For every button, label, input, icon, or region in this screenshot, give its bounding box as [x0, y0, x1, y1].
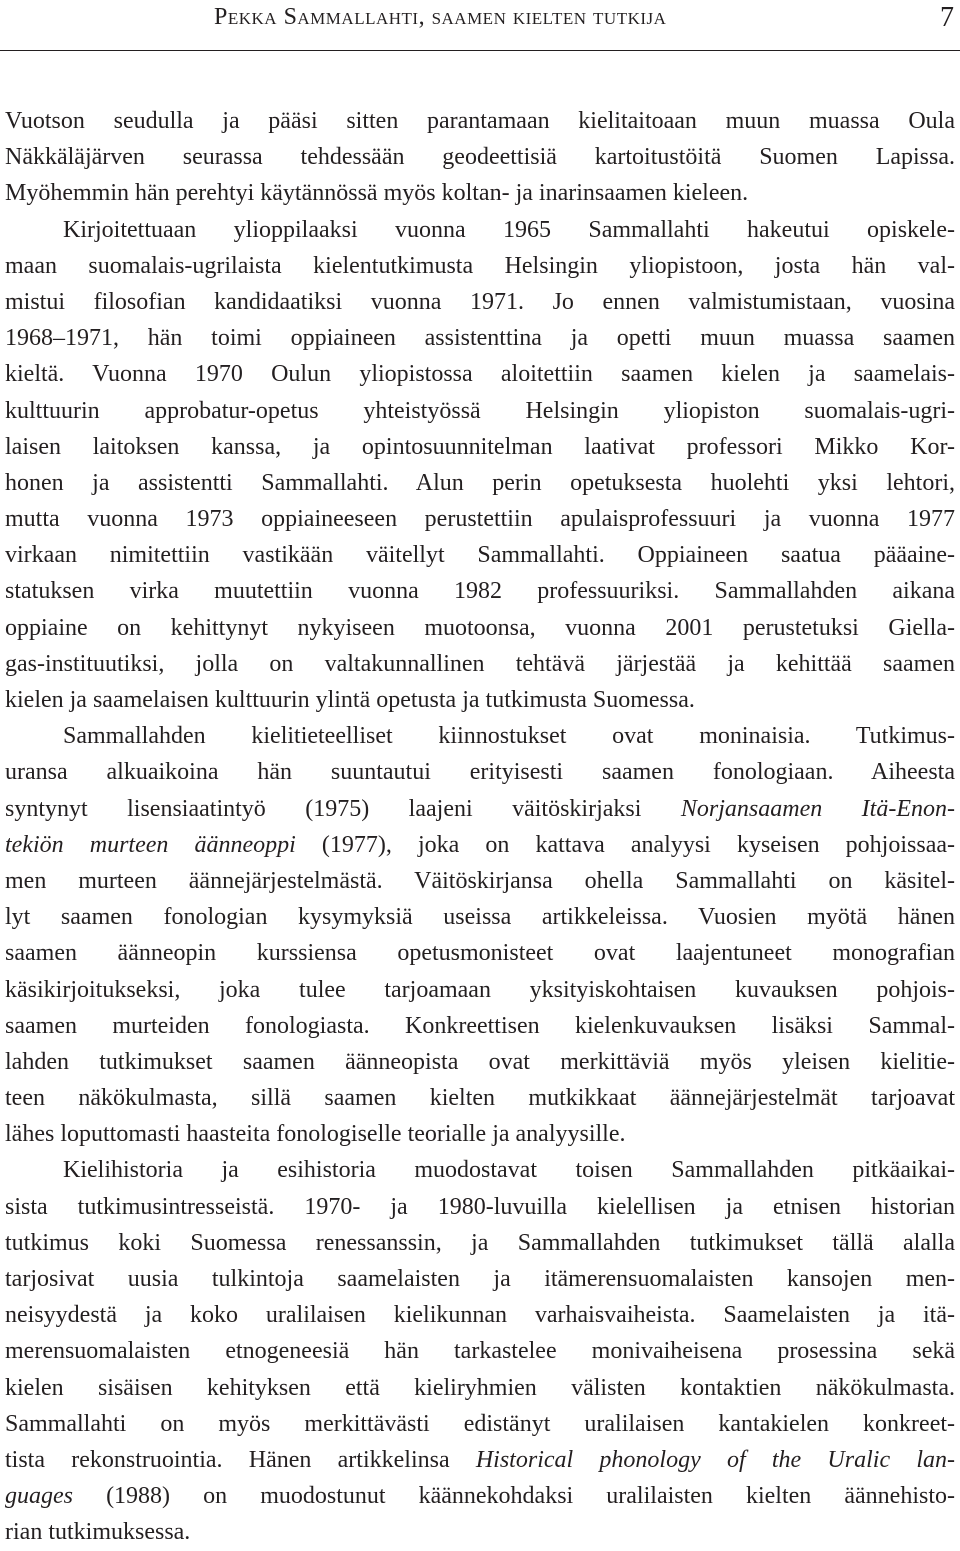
text-segment: oppiaine on kehittynyt nykyiseen muotoonsa, vuonna 2001 perustetuksi Giella- — [5, 614, 955, 641]
text-line — [5, 573, 955, 609]
text-line — [5, 1189, 955, 1225]
running-head — [0, 0, 960, 60]
text-segment: kulttuurin approbatur-opetus yhteistyössä Helsingin yliopiston suomalais-ugri- — [5, 397, 955, 424]
text-line — [5, 1261, 955, 1297]
text-line — [5, 284, 955, 320]
text-segment: uransa alkuaikoina hän suuntautui erityisesti saamen fonologiaan. Aiheesta — [5, 759, 955, 786]
italic-title: guages — [5, 1483, 73, 1510]
text-line — [5, 356, 955, 392]
text-line — [5, 465, 955, 501]
text-line — [5, 393, 955, 429]
text-segment: Sammallahti on myös merkittävästi edistänyt uralilaisen kantakielen konkreet- — [5, 1410, 955, 1437]
italic-title: Norjansaamen Itä-Enon- — [680, 795, 955, 822]
text-segment: neisyydestä ja koko uralilaisen kielikunnan varhaisvaiheista. Saamelaisten ja itä- — [5, 1302, 955, 1329]
text-segment: sista tutkimusintresseistä. 1970- ja 1980-luvuilla kielellisen ja etnisen historian — [5, 1193, 955, 1220]
text-segment: saamen äänneopin kurssiensa opetusmonisteet ovat laajentuneet monografian — [5, 940, 955, 967]
text-line — [5, 899, 955, 935]
body-text — [5, 103, 955, 1551]
text-segment: laisen laitoksen kanssa, ja opintosuunnitelman laativat professori Mikko Kor- — [5, 433, 955, 460]
text-segment: honen ja assistentti Sammallahti. Alun perin opetuksesta huolehti yksi lehtori, — [5, 469, 955, 496]
text-line — [5, 1333, 955, 1369]
text-segment: lähes loputtomasti haasteita fonologiselle teorialle ja analyysille. — [5, 1121, 626, 1148]
text-segment: maan suomalais-ugrilaista kielentutkimusta Helsingin yliopistoon, josta hän val- — [5, 252, 955, 279]
header-rule — [0, 50, 960, 51]
text-line — [5, 1297, 955, 1333]
text-segment: (1977), joka on kattava analyysi kyseisen pohjoissaa- — [295, 831, 955, 858]
text-line — [5, 175, 955, 211]
text-line — [5, 103, 955, 139]
text-line — [5, 1008, 955, 1044]
text-line — [5, 682, 955, 718]
text-segment: Kielihistoria ja esihistoria muodostavat toisen Sammallahden pitkäaikai- — [63, 1157, 955, 1184]
text-line — [5, 610, 955, 646]
text-segment: Näkkäläjärven seurassa tehdessään geodeettisiä kartoitustöitä Suomen Lapissa. — [5, 144, 955, 171]
text-line — [5, 827, 955, 863]
text-line — [5, 718, 955, 754]
text-line — [5, 754, 955, 790]
text-line — [5, 320, 955, 356]
text-line — [5, 863, 955, 899]
text-segment: teen näkökulmasta, sillä saamen kielten mutkikkaat äännejärjestelmät tarjoavat — [5, 1085, 955, 1112]
text-segment: kielen ja saamelaisen kulttuurin ylintä opetusta ja tutkimusta Suomessa. — [5, 687, 695, 713]
text-segment: 1968–1971, hän toimi oppiaineen assistenttina ja opetti muun muassa saamen — [5, 325, 955, 352]
text-line — [5, 1152, 955, 1188]
text-line — [5, 139, 955, 175]
text-line — [5, 1406, 955, 1442]
text-segment: tarjosivat uusia tulkintoja saamelaisten ja itämerensuomalaisten kansojen men- — [5, 1266, 955, 1292]
text-line — [5, 972, 955, 1008]
text-segment: tista rekonstruointia. Hänen artikkelinsa — [5, 1446, 476, 1473]
text-segment: gas-instituutiksi, jolla on valtakunnallinen tehtävä järjestää ja kehittää saamen — [5, 650, 955, 677]
text-line — [5, 1044, 955, 1080]
text-segment: kieltä. Vuonna 1970 Oulun yliopistossa aloitettiin saamen kielen ja saamelais- — [5, 361, 955, 388]
text-segment: Vuotson seudulla ja pääsi sitten parantamaan kielitaitoaan muun muassa Oula — [5, 108, 955, 134]
text-segment: Sammallahden kielitieteelliset kiinnostukset ovat moninaisia. Tutkimus- — [63, 723, 955, 750]
text-line — [5, 248, 955, 284]
text-segment: lahden tutkimukset saamen äänneopista ovat merkittäviä myös yleisen kielitie- — [5, 1048, 955, 1075]
text-segment: käsikirjoitukseksi, joka tulee tarjoamaan yksityiskohtaisen kuvauksen pohjois- — [5, 976, 955, 1003]
text-segment: merensuomalaisten etnogeneesiä hän tarkastelee monivaiheisena prosessina sekä — [5, 1338, 955, 1365]
text-segment: saamen murteiden fonologiasta. Konkreettisen kielenkuvauksen lisäksi Sammal- — [5, 1012, 955, 1039]
text-line — [5, 1478, 955, 1514]
page-number: 7 — [940, 2, 954, 33]
text-segment: rian tutkimuksessa. — [5, 1519, 191, 1546]
text-segment: statuksen virka muutettiin vuonna 1982 professuuriksi. Sammallahden aikana — [5, 578, 955, 605]
italic-title: Historical phonology of the Uralic lan- — [475, 1446, 955, 1473]
text-line — [5, 1080, 955, 1116]
text-segment: (1988) on muodostunut käännekohdaksi uralilaisten kielten äännehisto- — [73, 1483, 955, 1510]
text-segment: men murteen äännejärjestelmästä. Väitöskirjansa ohella Sammallahti on käsitel- — [5, 867, 955, 894]
text-line — [5, 537, 955, 573]
text-segment: kielen sisäisen kehityksen että kieliryhmien välisten kontaktien näkökulmasta. — [5, 1374, 955, 1401]
text-segment: Kirjoitettuaan ylioppilaaksi vuonna 1965 Sammallahti hakeutui opiskele- — [63, 216, 955, 243]
text-line — [5, 429, 955, 465]
text-line — [5, 1514, 955, 1550]
text-line — [5, 1225, 955, 1261]
text-segment: Myöhemmin hän perehtyi käytännössä myös koltan- ja inarinsaamen kieleen. — [5, 180, 749, 207]
text-segment: tutkimus koki Suomessa renessanssin, ja Sammallahden tutkimukset tällä alalla — [5, 1229, 955, 1256]
text-segment: virkaan nimitettiin vastikään väitellyt Sammallahti. Oppiaineen saatua pääaine- — [5, 542, 955, 569]
text-segment: mistui filosofian kandidaatiksi vuonna 1971. Jo ennen valmistumistaan, vuosina — [5, 288, 955, 315]
running-title: Pekka Sammallahti, saamen kielten tutkija — [214, 4, 667, 30]
text-line — [5, 935, 955, 971]
text-line — [5, 646, 955, 682]
text-line — [5, 1370, 955, 1406]
text-line — [5, 1442, 955, 1478]
text-segment: syntynyt lisensiaatintyö (1975) laajeni väitöskirjaksi — [5, 795, 681, 822]
text-segment: lyt saamen fonologian kysymyksiä useissa artikkeleissa. Vuosien myötä hänen — [5, 904, 955, 931]
text-line — [5, 501, 955, 537]
text-line — [5, 212, 955, 248]
italic-title: tekiön murteen äänneoppi — [5, 831, 296, 858]
text-line — [5, 791, 955, 827]
text-segment: mutta vuonna 1973 oppiaineeseen perustettiin apulaisprofessuuri ja vuonna 1977 — [5, 506, 955, 533]
text-line — [5, 1116, 955, 1152]
